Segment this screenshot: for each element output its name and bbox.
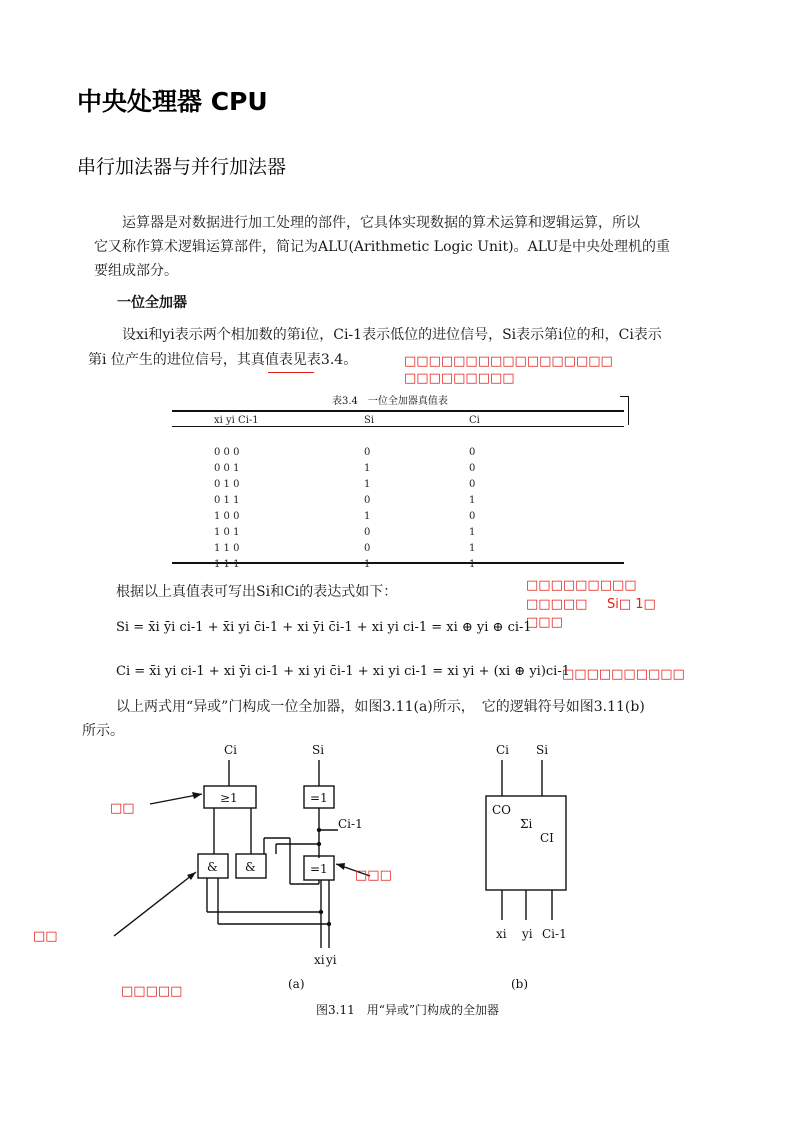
page-title: 中央处理器 CPU <box>77 87 268 116</box>
label-xi-b: xi <box>496 927 507 941</box>
cell: 0 <box>469 478 476 490</box>
xor-gate-bottom-symbol: =1 <box>310 862 328 876</box>
cell: 1 <box>364 558 371 570</box>
table-row <box>214 492 574 508</box>
annotation-si: Si□ 1□ <box>607 597 656 612</box>
intro-line-3: 要组成部分。 <box>94 263 178 279</box>
label-a: (a) <box>288 977 305 991</box>
label-co: CO <box>492 803 512 817</box>
cell: 1 <box>469 558 476 570</box>
section-heading: 串行加法器与并行加法器 <box>77 156 287 178</box>
circuit-diagram-b <box>478 742 588 992</box>
label-ci-out: Ci <box>224 743 238 757</box>
cell: 1 1 1 <box>214 558 240 570</box>
annotation-note-1b: □□□□□□□□□ <box>404 371 515 386</box>
table-row <box>214 476 574 492</box>
annotation-note-3: □□□□□□□□□□ <box>562 667 685 682</box>
cell: 0 <box>364 446 371 458</box>
desc-line-1: 设xi和yi表示两个相加数的第i位，Ci-1表示低位的进位信号，Si表示第i位的和，Ci表示 <box>122 327 662 343</box>
full-adder-heading: 一位全加器 <box>117 295 187 311</box>
scan-mark <box>620 396 629 425</box>
red-underline <box>268 372 314 373</box>
cell: 1 0 1 <box>214 526 240 538</box>
cell: 0 0 1 <box>214 462 240 474</box>
label-c-in-b: Ci-1 <box>542 927 567 941</box>
and-gate-2-symbol: & <box>245 860 256 874</box>
figure-caption: 图3.11 用“异或”门构成的全加器 <box>316 1003 499 1017</box>
label-si-out: Si <box>312 743 325 757</box>
or-gate-symbol: ≥1 <box>220 791 238 805</box>
cell: 1 <box>469 494 476 506</box>
equation-carry: Ci = x̄i yi ci-1 + xi ȳi ci-1 + xi yi c̄i-1 + xi yi ci-1 = xi yi + (xi ⊕ yi)ci-1 <box>116 664 570 679</box>
cell: 1 1 0 <box>214 542 240 554</box>
annotation-note-2b: □□□□□ <box>526 597 588 612</box>
cell: 0 <box>364 526 371 538</box>
annotation-note-2: □□□□□□□□□ <box>526 578 637 593</box>
cell: 1 0 0 <box>214 510 240 522</box>
cell: 1 <box>469 526 476 538</box>
annotation-and-gate: □□ <box>33 929 58 944</box>
intro-line-1: 运算器是对数据进行加工处理的部件，它具体实现数据的算术运算和逻辑运算，所以 <box>122 215 640 231</box>
label-ci-out-b: Ci <box>496 743 510 757</box>
gates-line-1: 以上两式用“异或”门构成一位全加器，如图3.11(a)所示， 它的逻辑符号如图3.11(b) <box>116 699 645 715</box>
annotation-bottom: □□□□□ <box>121 984 183 999</box>
truth-table-figure <box>172 390 624 570</box>
equation-sum: Si = x̄i ȳi ci-1 + x̄i yi c̄i-1 + xi ȳi c̄i-1 + xi yi ci-1 = xi ⊕ yi ⊕ ci-1 <box>116 620 532 635</box>
table-header-row <box>214 412 574 428</box>
label-carry-in: Ci-1 <box>338 817 363 831</box>
xor-gate-top-symbol: =1 <box>310 791 328 805</box>
truth-table <box>214 412 574 572</box>
label-b: (b) <box>511 977 529 991</box>
cell: 0 <box>364 494 371 506</box>
label-yi: yi <box>326 953 337 967</box>
table-row <box>214 508 574 524</box>
label-sigma: Σi <box>520 817 533 831</box>
cell: 1 <box>364 510 371 522</box>
table-row <box>214 460 574 476</box>
annotation-xor-gate: □□□ <box>355 868 392 883</box>
label-ci: CI <box>540 831 554 845</box>
cell: 1 <box>364 478 371 490</box>
table-row <box>214 556 574 572</box>
annotation-or-gate: □□ <box>110 801 135 816</box>
cell: 0 <box>469 510 476 522</box>
header-ci: Ci <box>469 414 480 426</box>
intro-line-2: 它又称作算术逻辑运算部件，简记为ALU(Arithmetic Logic Unit)。ALU是中央处理机的重 <box>94 239 671 255</box>
table-row <box>214 524 574 540</box>
table-row <box>214 444 574 460</box>
label-si-out-b: Si <box>536 743 549 757</box>
cell: 0 0 0 <box>214 446 240 458</box>
cell: 0 <box>469 462 476 474</box>
cell: 0 <box>469 446 476 458</box>
cell: 0 1 1 <box>214 494 240 506</box>
annotation-note-1: □□□□□□□□□□□□□□□□□ <box>404 354 613 369</box>
header-si: Si <box>364 414 375 426</box>
truth-table-caption: 表3.4 一位全加器真值表 <box>332 396 448 407</box>
desc-line-2: 第i 位产生的进位信号，其真值表见表3.4。 <box>88 352 358 368</box>
label-xi: xi <box>314 953 325 967</box>
cell: 0 <box>364 542 371 554</box>
circuit-diagram-a <box>100 742 380 992</box>
header-inputs: xi yi Ci-1 <box>214 414 259 426</box>
label-yi-b: yi <box>522 927 533 941</box>
cell: 1 <box>469 542 476 554</box>
cell: 1 <box>364 462 371 474</box>
expression-intro: 根据以上真值表可写出Si和Ci的表达式如下： <box>116 584 398 600</box>
and-gate-1-symbol: & <box>207 860 218 874</box>
cell: 0 1 0 <box>214 478 240 490</box>
annotation-note-2c: □□□ <box>526 615 563 630</box>
table-row <box>214 540 574 556</box>
gates-line-2: 所示。 <box>82 723 124 739</box>
